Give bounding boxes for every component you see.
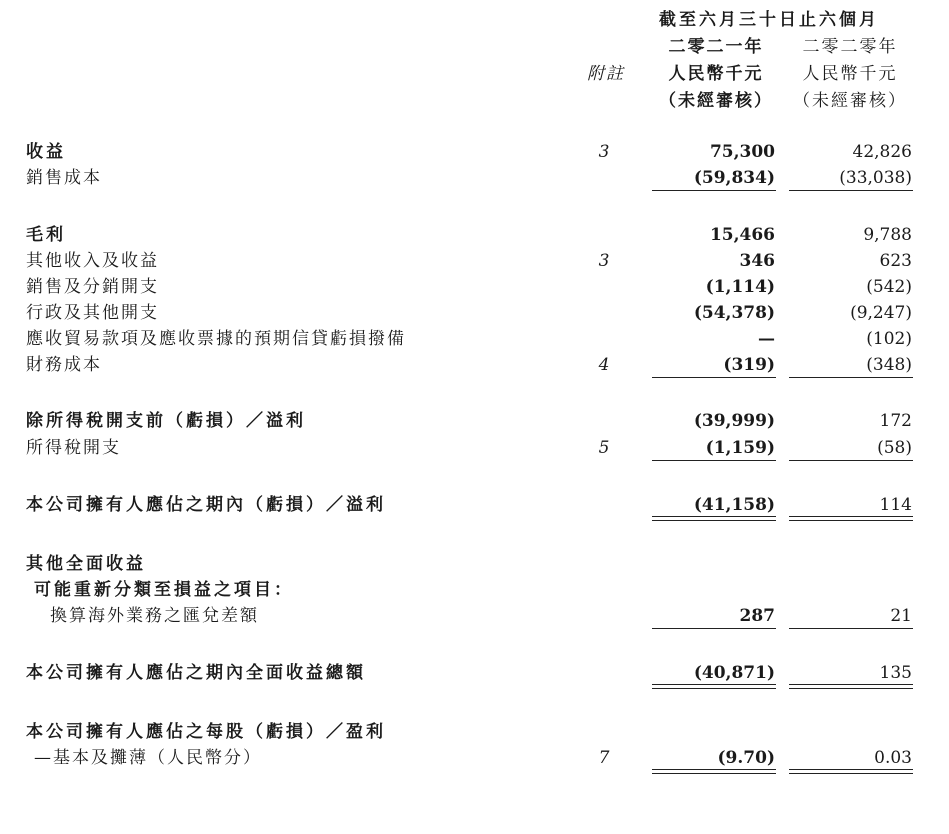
table-row xyxy=(0,579,949,605)
subtotal-rule-2021 xyxy=(652,460,776,461)
row-note: 3 xyxy=(598,251,610,271)
value-2021: (1,114) xyxy=(705,277,775,297)
value-2021: (40,871) xyxy=(693,663,775,683)
row-label: 行政及其他開支 xyxy=(26,303,159,323)
row-label: 換算海外業務之匯兌差額 xyxy=(50,606,259,626)
row-label: 銷售及分銷開支 xyxy=(26,277,159,297)
row-label: 除所得稅開支前（虧損）／溢利 xyxy=(26,411,306,431)
row-label: 本公司擁有人應佔之期內全面收益總額 xyxy=(26,663,366,683)
table-row xyxy=(0,410,949,436)
row-label: 其他收入及收益 xyxy=(26,251,159,271)
value-2020: 0.03 xyxy=(874,748,912,768)
row-note: 4 xyxy=(598,355,610,375)
value-2020: 114 xyxy=(879,495,912,515)
col-2020-year: 二零二零年 xyxy=(802,37,898,57)
value-2021: (54,378) xyxy=(693,303,775,323)
row-note: 7 xyxy=(598,748,610,768)
row-label: 收益 xyxy=(26,142,66,162)
value-2020: 172 xyxy=(879,411,912,431)
total-rule-2020 xyxy=(789,688,913,689)
row-label: 財務成本 xyxy=(26,355,102,375)
row-label: 銷售成本 xyxy=(26,168,102,188)
table-row xyxy=(0,250,949,276)
total-rule-2021 xyxy=(652,773,776,774)
table-row xyxy=(0,141,949,167)
row-note: 5 xyxy=(598,438,610,458)
row-label: 本公司擁有人應佔之每股（虧損）／盈利 xyxy=(26,722,386,742)
table-row xyxy=(0,721,949,747)
table-row xyxy=(0,328,949,354)
row-label: 所得稅開支 xyxy=(26,438,121,458)
total-rule-2021 xyxy=(652,769,776,770)
value-2021: (9.70) xyxy=(717,748,775,768)
total-rule-2020 xyxy=(789,520,913,521)
value-2021: (59,834) xyxy=(693,168,775,188)
total-rule-2021 xyxy=(652,520,776,521)
value-2020: 9,788 xyxy=(863,225,912,245)
value-2021: 75,300 xyxy=(709,142,775,162)
table-row xyxy=(0,553,949,579)
col-2020-audit: （未經審核） xyxy=(793,91,907,111)
value-2020: 21 xyxy=(890,606,912,626)
value-2020: (102) xyxy=(866,329,912,349)
col-2021-audit: （未經審核） xyxy=(659,91,773,111)
total-rule-2021 xyxy=(652,684,776,685)
subtotal-rule-2020 xyxy=(789,190,913,191)
table-row xyxy=(0,224,949,250)
row-label: 本公司擁有人應佔之期內（虧損）／溢利 xyxy=(26,495,386,515)
subtotal-rule-2020 xyxy=(789,377,913,378)
col-2021-unit: 人民幣千元 xyxy=(668,64,764,84)
row-label: 其他全面收益 xyxy=(26,554,146,574)
value-2021: (39,999) xyxy=(693,411,775,431)
value-2021: 287 xyxy=(739,606,775,626)
note-column-heading: 附註 xyxy=(587,64,625,84)
value-2021: 346 xyxy=(739,251,775,271)
row-note: 3 xyxy=(598,142,610,162)
table-row xyxy=(0,302,949,328)
value-2020: 42,826 xyxy=(852,142,912,162)
col-2021-year: 二零二一年 xyxy=(668,37,764,57)
value-2021: (319) xyxy=(723,355,775,375)
total-rule-2021 xyxy=(652,688,776,689)
subtotal-rule-2021 xyxy=(652,377,776,378)
subtotal-rule-2021 xyxy=(652,190,776,191)
value-2020: (542) xyxy=(866,277,912,297)
value-2020: 623 xyxy=(879,251,912,271)
total-rule-2020 xyxy=(789,769,913,770)
total-rule-2020 xyxy=(789,684,913,685)
total-rule-2021 xyxy=(652,516,776,517)
value-2021: — xyxy=(758,329,775,349)
value-2020: (33,038) xyxy=(839,168,912,188)
value-2021: (1,159) xyxy=(705,438,775,458)
value-2020: 135 xyxy=(879,663,912,683)
subtotal-rule-2020 xyxy=(789,460,913,461)
row-label: —基本及攤薄（人民幣分） xyxy=(34,748,262,768)
row-label: 毛利 xyxy=(26,225,66,245)
col-2020-unit: 人民幣千元 xyxy=(802,64,898,84)
table-row xyxy=(0,276,949,302)
subtotal-rule-2020 xyxy=(789,628,913,629)
value-2021: 15,466 xyxy=(709,225,775,245)
total-rule-2020 xyxy=(789,773,913,774)
row-label: 應收貿易款項及應收票據的預期信貸虧損撥備 xyxy=(26,329,406,349)
period-heading: 截至六月三十日止六個月 xyxy=(659,10,879,30)
value-2021: (41,158) xyxy=(693,495,775,515)
value-2020: (9,247) xyxy=(850,303,912,323)
row-label: 可能重新分類至損益之項目： xyxy=(34,580,294,600)
subtotal-rule-2021 xyxy=(652,628,776,629)
total-rule-2020 xyxy=(789,516,913,517)
value-2020: (58) xyxy=(877,438,912,458)
value-2020: (348) xyxy=(866,355,912,375)
